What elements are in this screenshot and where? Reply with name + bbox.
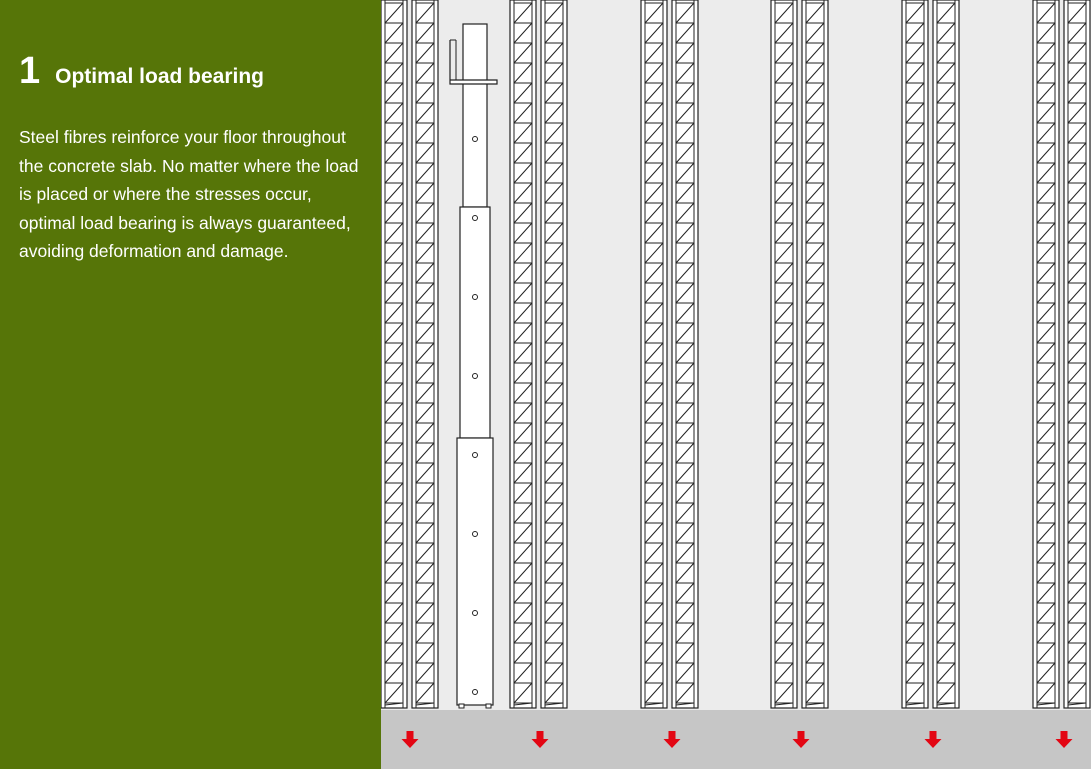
info-panel: [0, 0, 381, 769]
rack-frame: [412, 0, 438, 708]
section-heading: [19, 52, 264, 90]
rack-frame: [381, 0, 407, 708]
rack-frame: [902, 0, 928, 708]
rack-frame: [672, 0, 698, 708]
warehouse-rack-illustration: [381, 0, 1091, 769]
rack-frame: [1033, 0, 1059, 708]
rack-frame: [933, 0, 959, 708]
rack-frame: [1064, 0, 1090, 708]
step-number: 1: [19, 50, 41, 92]
rack-frame: [771, 0, 797, 708]
rack-frame: [641, 0, 667, 708]
rack-frame: [510, 0, 536, 708]
rack-frame: [802, 0, 828, 708]
panel-title: Optimal load bearing: [55, 65, 265, 88]
floor-slab: [381, 710, 1091, 769]
rack-frame: [541, 0, 567, 708]
panel-description: Steel fibres reinforce your floor throughout the concrete slab. No matter where the load is placed or where the stresses occur, optimal load bearing is always guaranteed, avoiding deformation and damage.: [19, 127, 359, 262]
